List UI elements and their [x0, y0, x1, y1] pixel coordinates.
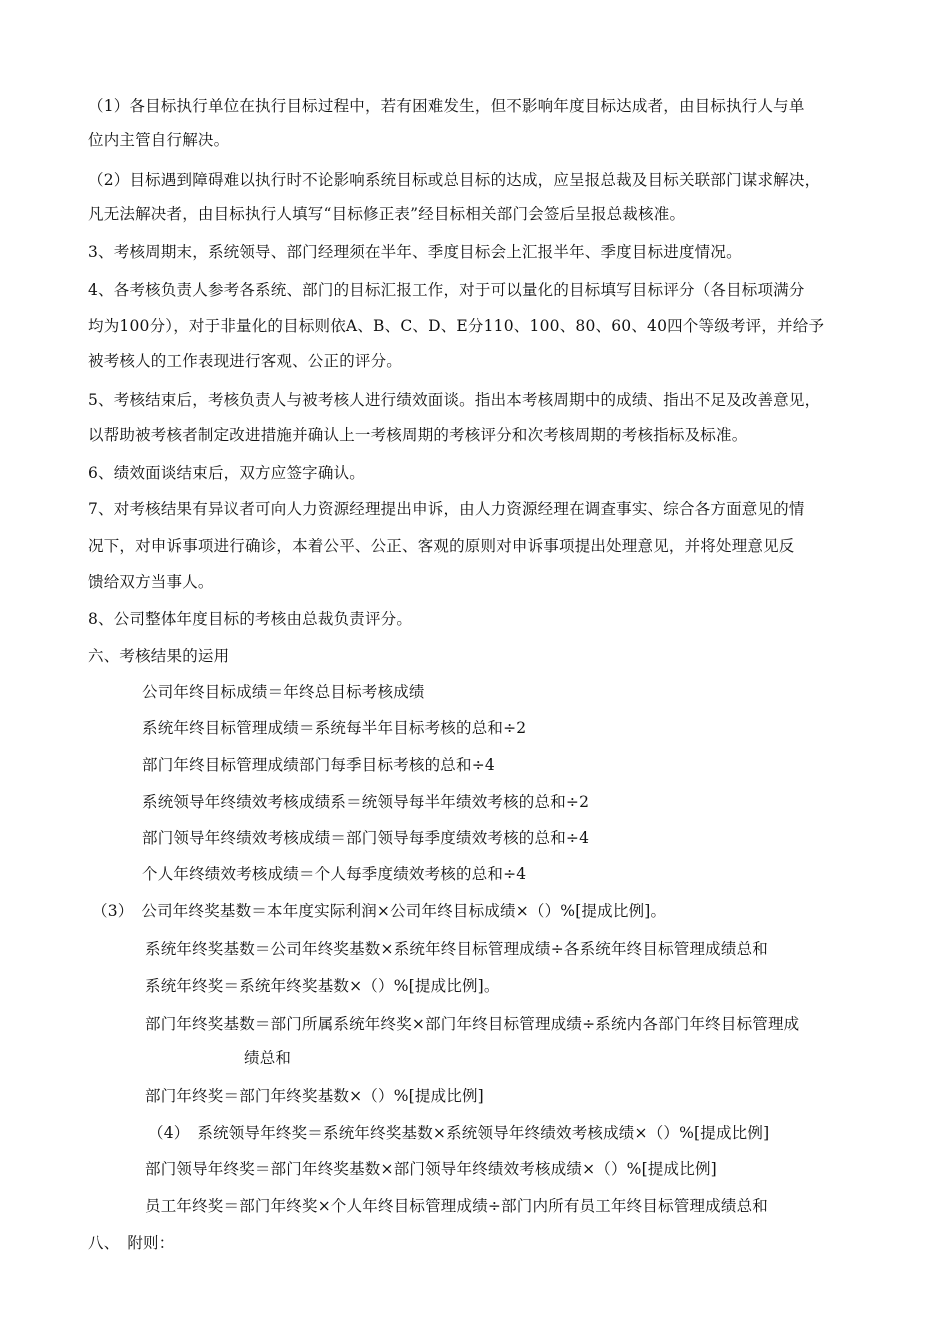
formula-line: 公司年终目标成绩＝年终总目标考核成绩	[142, 683, 425, 701]
paragraph-line: 凡无法解决者，由目标执行人填写“目标修正表”经目标相关部门会签后呈报总裁核准。	[88, 205, 686, 223]
paragraph-line: 6、绩效面谈结束后，双方应签字确认。	[88, 464, 365, 482]
formula-line: 员工年终奖＝部门年终奖×个人年终目标管理成绩÷部门内所有员工年终目标管理成绩总和	[145, 1197, 768, 1215]
formula-line: 系统年终奖基数＝公司年终奖基数×系统年终目标管理成绩÷各系统年终目标管理成绩总和	[145, 940, 768, 958]
paragraph-line: 8、公司整体年度目标的考核由总裁负责评分。	[88, 610, 413, 628]
paragraph-line: 位内主管自行解决。	[88, 131, 230, 149]
section-heading: 六、考核结果的运用	[88, 647, 230, 665]
paragraph-line: 4、各考核负责人参考各系统、部门的目标汇报工作，对于可以量化的目标填写目标评分（各目标项满分	[88, 281, 805, 299]
formula-line: 部门年终目标管理成绩部门每季目标考核的总和÷4	[142, 756, 495, 774]
formula-line: 系统年终奖＝系统年终奖基数×（）%[提成比例]。	[145, 977, 500, 995]
section-heading: 八、 附则：	[88, 1234, 175, 1252]
paragraph-line: 馈给双方当事人。	[88, 573, 214, 591]
formula-line: 部门领导年终奖＝部门年终奖基数×部门领导年终绩效考核成绩×（）%[提成比例]	[145, 1160, 717, 1178]
paragraph-line: 以帮助被考核者制定改进措施并确认上一考核周期的考核评分和次考核周期的考核指标及标准。	[88, 426, 748, 444]
formula-line: 部门领导年终绩效考核成绩＝部门领导每季度绩效考核的总和÷4	[142, 829, 590, 847]
paragraph-line: 7、对考核结果有异议者可向人力资源经理提出申诉，由人力资源经理在调查事实、综合各方面意见的情	[88, 500, 805, 518]
paragraph-line: 3、考核周期末，系统领导、部门经理须在半年、季度目标会上汇报半年、季度目标进度情况。	[88, 243, 742, 261]
formula-line: 系统年终目标管理成绩＝系统每半年目标考核的总和÷2	[142, 719, 527, 737]
paragraph-line: 况下，对申诉事项进行确诊，本着公平、公正、客观的原则对申诉事项提出处理意见，并将处理意见反	[88, 537, 795, 555]
formula-line: （3） 公司年终奖基数＝本年度实际利润×公司年终目标成绩×（）%[提成比例]。	[92, 902, 667, 920]
formula-line: 个人年终绩效考核成绩＝个人每季度绩效考核的总和÷4	[142, 865, 527, 883]
formula-line: 部门年终奖＝部门年终奖基数×（）%[提成比例]	[145, 1087, 484, 1105]
formula-line: （4） 系统领导年终奖＝系统年终奖基数×系统领导年终绩效考核成绩×（）%[提成比例]	[148, 1124, 770, 1142]
formula-line: 部门年终奖基数＝部门所属系统年终奖×部门年终目标管理成绩÷系统内各部门年终目标管理成	[145, 1015, 800, 1033]
paragraph-line: （2）目标遇到障碍难以执行时不论影响系统目标或总目标的达成，应呈报总裁及目标关联部门谋求解决，	[88, 171, 821, 189]
paragraph-line: （1）各目标执行单位在执行目标过程中，若有困难发生，但不影响年度目标达成者，由目标执行人与单	[88, 97, 805, 115]
paragraph-line: 均为100分），对于非量化的目标则依A、B、C、D、E分110、100、80、60、40四个等级考评，并给予	[88, 317, 825, 335]
paragraph-line: 被考核人的工作表现进行客观、公正的评分。	[88, 352, 403, 370]
formula-line: 绩总和	[244, 1049, 292, 1067]
paragraph-line: 5、考核结束后，考核负责人与被考核人进行绩效面谈。指出本考核周期中的成绩、指出不足及改善意见，	[88, 391, 821, 409]
formula-line: 系统领导年终绩效考核成绩系＝统领导每半年绩效考核的总和÷2	[142, 793, 590, 811]
